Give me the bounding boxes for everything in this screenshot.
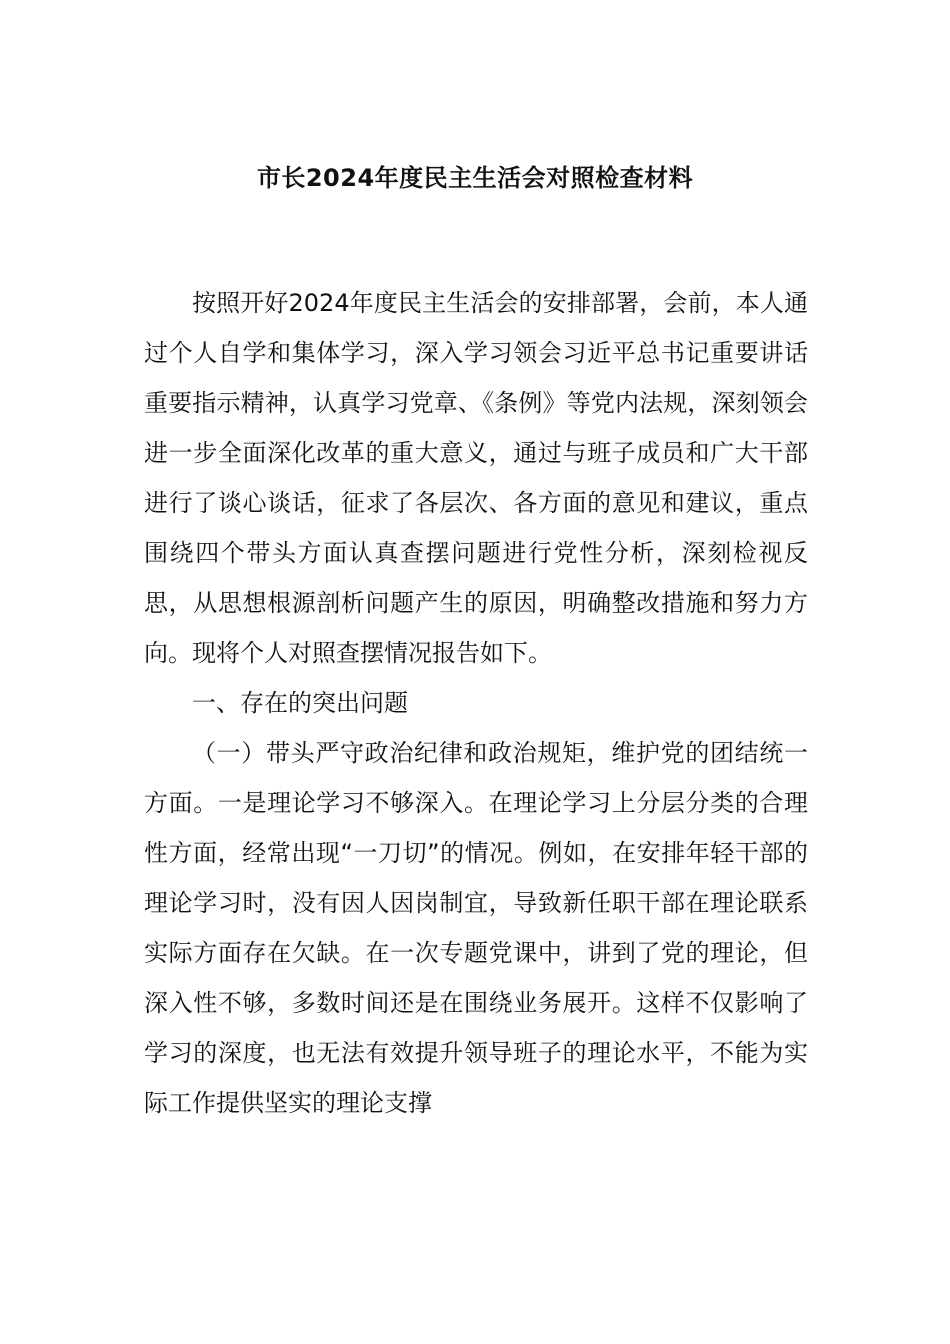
document-title: 市长2024年度民主生活会对照检查材料 (256, 164, 694, 192)
document-body (144, 278, 808, 1128)
section-heading: 一、存在的突出问题 (192, 689, 408, 717)
intro-paragraph: 按照开好2024年度民主生活会的安排部署，会前，本人通过个人自学和集体学习，深入学习领会习近平总书记重要讲话重要指示精神，认真学习党章、《条例》等党内法规，深刻领会进一步全面深化改革的重大意义，通过与班子成员和广大干部进行了谈心谈话，征求了各层次、各方面的意见和建议，重点围绕四个带头方面认真查摆问题进行党性分析，深刻检视反思，从思想根源剖析问题产生的原因，明确整改措施和努力方向。现将个人对照查摆情况报告如下。 (144, 289, 808, 667)
subsection-paragraph: （一）带头严守政治纪律和政治规矩，维护党的团结统一方面。一是理论学习不够深入。在理论学习上分层分类的合理性方面，经常出现“一刀切”的情况。例如，在安排年轻干部的理论学习时，没有因人因岗制宜，导致新任职干部在理论联系实际方面存在欠缺。在一次专题党课中，讲到了党的理论，但深入性不够，多数时间还是在围绕业务展开。这样不仅影响了学习的深度，也无法有效提升领导班子的理论水平，不能为实际工作提供坚实的理论支撑 (144, 739, 808, 1117)
